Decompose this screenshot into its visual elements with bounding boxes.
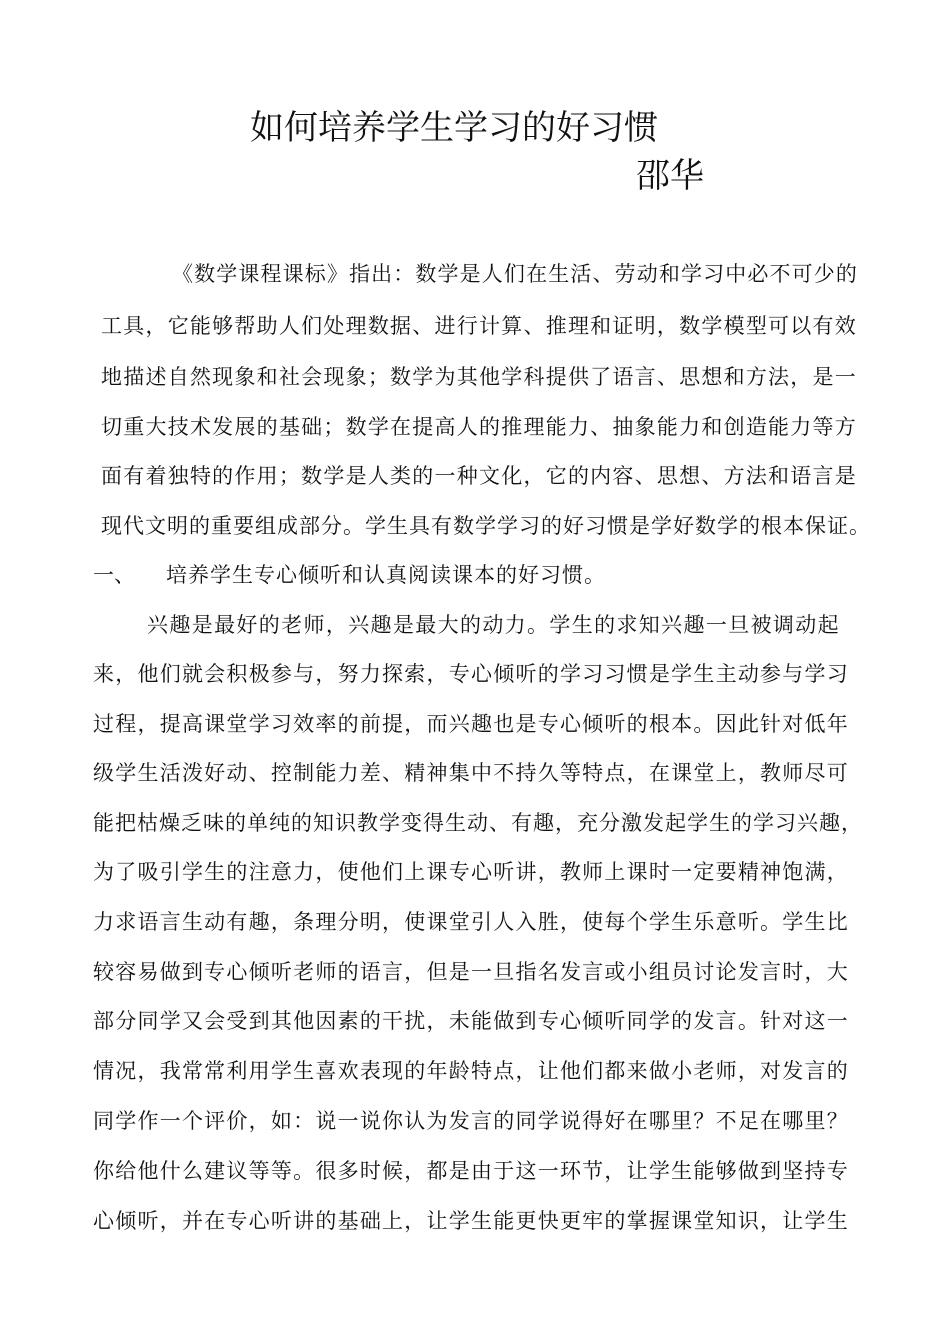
text-line: 心倾听，并在专心听讲的基础上，让学生能更快更牢的掌握课堂知识，让学生 [93, 1209, 849, 1233]
text-line: 兴趣是最好的老师，兴趣是最大的动力。学生的求知兴趣一旦被调动起 [147, 613, 840, 637]
text-line: 力求语言生动有趣，条理分明，使课堂引人入胜，使每个学生乐意听。学生比 [93, 910, 849, 934]
text-line: 面有着独特的作用；数学是人类的一种文化，它的内容、思想、方法和语言是 [101, 464, 857, 488]
section-number: 一、 [93, 563, 135, 587]
text-line: 为了吸引学生的注意力，使他们上课专心听讲，教师上课时一定要精神饱满， [93, 860, 849, 884]
text-line: 切重大技术发展的基础；数学在提高人的推理能力、抽象能力和创造能力等方 [101, 415, 857, 439]
document-title: 如何培养学生学习的好习惯 [250, 108, 658, 148]
text-line: 地描述自然现象和社会现象；数学为其他学科提供了语言、思想和方法，是一 [101, 365, 857, 389]
text-line: 部分同学又会受到其他因素的干扰，未能做到专心倾听同学的发言。针对这一 [93, 1009, 849, 1033]
text-line: 《数学课程课标》指出：数学是人们在生活、劳动和学习中必不可少的 [172, 262, 858, 286]
text-line: 能把枯燥乏味的单纯的知识教学变得生动、有趣，充分激发起学生的学习兴趣， [93, 811, 863, 835]
text-line: 过程，提高课堂学习效率的前提，而兴趣也是专心倾听的根本。因此针对低年 [93, 712, 849, 736]
text-line: 同学作一个评价，如：说一说你认为发言的同学说得好在哪里？不足在哪里？ [93, 1109, 849, 1133]
text-line: 较容易做到专心倾听老师的语言，但是一旦指名发言或小组员讨论发言时，大 [93, 960, 849, 984]
text-line: 现代文明的重要组成部分。学生具有数学学习的好习惯是学好数学的根本保证。 [101, 514, 871, 538]
text-line: 级学生活泼好动、控制能力差、精神集中不持久等特点，在课堂上，教师尽可 [93, 761, 849, 785]
text-line: 来，他们就会积极参与，努力探索，专心倾听的学习习惯是学生主动参与学习 [93, 662, 849, 686]
text-line: 你给他什么建议等等。很多时候，都是由于这一环节，让学生能够做到坚持专 [93, 1159, 849, 1183]
author-name: 邵华 [636, 156, 704, 196]
section-heading-text: 培养学生专心倾听和认真阅读课本的好习惯。 [166, 563, 606, 587]
text-line: 工具，它能够帮助人们处理数据、进行计算、推理和证明，数学模型可以有效 [101, 314, 857, 338]
text-line: 情况，我常常利用学生喜欢表现的年龄特点，让他们都来做小老师，对发言的 [93, 1059, 849, 1083]
